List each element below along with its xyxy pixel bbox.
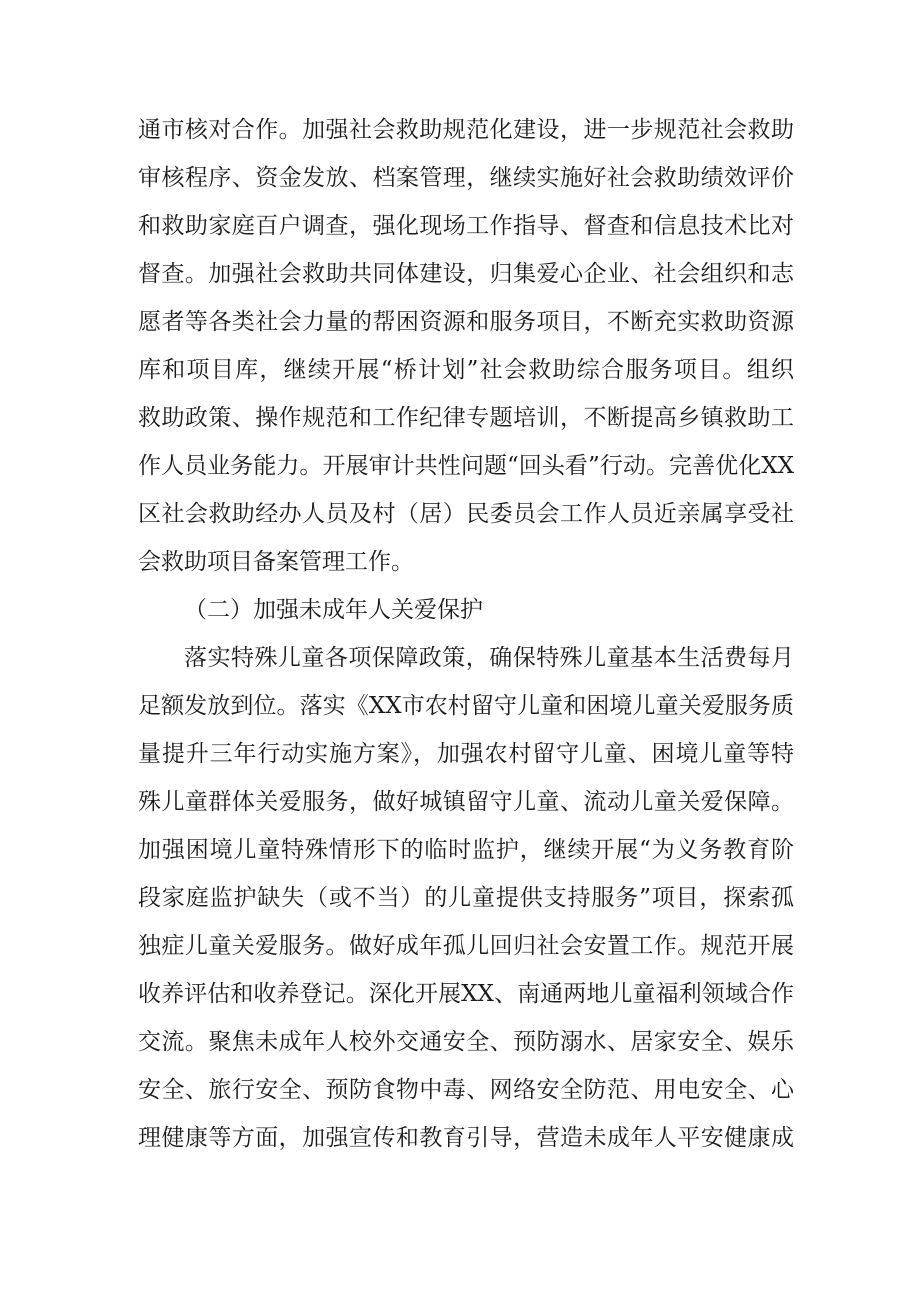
paragraph-line: 会救助项目备案管理工作。: [138, 549, 414, 575]
paragraph-line: 段家庭监护缺失（或不当）的儿童提供支持服务”项目，探索孤: [138, 885, 794, 911]
paragraph-line: 交流。聚焦未成年人校外交通安全、预防溺水、居家安全、娱乐: [138, 1029, 794, 1055]
paragraph-line: 安全、旅行安全、预防食物中毒、网络安全防范、用电安全、心: [138, 1077, 794, 1103]
paragraph-line: 库和项目库，继续开展“桥计划”社会救助综合服务项目。组织: [138, 357, 794, 383]
paragraph-line: 救助政策、操作规范和工作纪律专题培训，不断提高乡镇救助工: [138, 405, 794, 431]
paragraph-line: 愿者等各类社会力量的帮困资源和服务项目，不断充实救助资源: [138, 309, 794, 335]
paragraph-line: 加强困境儿童特殊情形下的临时监护，继续开展“为义务教育阶: [138, 837, 794, 863]
paragraph-line: 区社会救助经办人员及村（居）民委员会工作人员近亲属享受社: [138, 501, 794, 527]
section-heading: （二）加强未成年人关爱保护: [184, 597, 483, 623]
paragraph-line: 和救助家庭百户调查，强化现场工作指导、督查和信息技术比对: [138, 213, 794, 239]
paragraph-line: 通市核对合作。加强社会救助规范化建设，进一步规范社会救助: [138, 117, 794, 143]
paragraph-line: 量提升三年行动实施方案》，加强农村留守儿童、困境儿童等特: [138, 741, 794, 767]
paragraph-line: 理健康等方面，加强宣传和教育引导，营造未成年人平安健康成: [138, 1125, 794, 1151]
paragraph-line: 足额发放到位。落实《XX市农村留守儿童和困境儿童关爱服务质: [138, 693, 794, 719]
paragraph-line: 督查。加强社会救助共同体建设，归集爱心企业、社会组织和志: [138, 261, 794, 287]
paragraph-line: 作人员业务能力。开展审计共性问题“回头看”行动。完善优化XX: [138, 453, 794, 479]
paragraph-line: 落实特殊儿童各项保障政策，确保特殊儿童基本生活费每月: [184, 645, 794, 671]
paragraph-line: 收养评估和收养登记。深化开展XX、南通两地儿童福利领域合作: [138, 981, 794, 1007]
document-body: [138, 106, 794, 1162]
paragraph-line: 殊儿童群体关爱服务，做好城镇留守儿童、流动儿童关爱保障。: [138, 789, 794, 815]
paragraph-line: 独症儿童关爱服务。做好成年孤儿回归社会安置工作。规范开展: [138, 933, 794, 959]
paragraph-line: 审核程序、资金发放、档案管理，继续实施好社会救助绩效评价: [138, 165, 794, 191]
